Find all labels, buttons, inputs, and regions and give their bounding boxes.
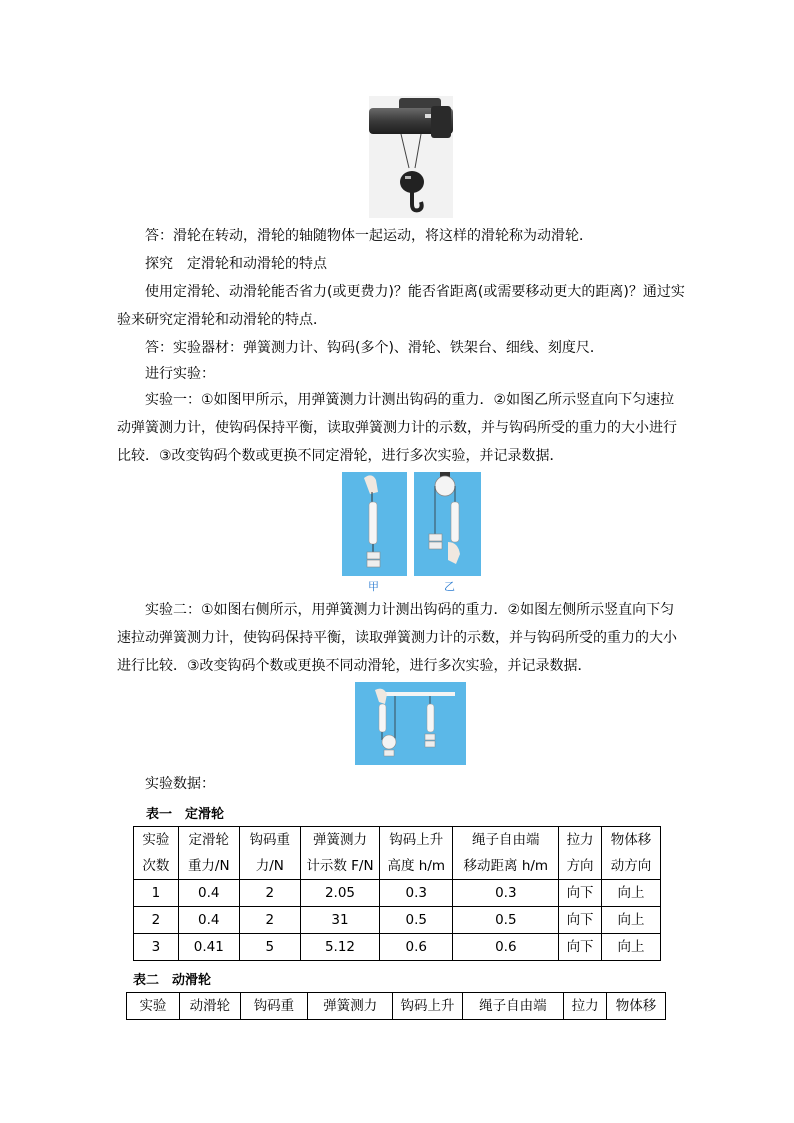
figure-panel-jia	[342, 472, 407, 576]
table-cell: 向下	[559, 934, 602, 961]
table-cell: 0.4	[178, 907, 239, 934]
section-heading: 探究 定滑轮和动滑轮的特点	[145, 256, 327, 272]
table-cell: 0.3	[380, 880, 453, 907]
question-line: 使用定滑轮、动滑轮能否省力(或更费力)？能否省距离(或需要移动更大的距离)？通过实	[145, 284, 685, 300]
table-cell: 0.41	[178, 934, 239, 961]
question-line: 验来研究定滑轮和动滑轮的特点．	[117, 312, 327, 328]
header-cell: 动滑轮	[179, 993, 240, 1020]
table-cell: 向上	[601, 934, 660, 961]
figure-label-yi: 乙	[444, 580, 455, 593]
table-cell: 2	[134, 907, 179, 934]
table-cell: 5	[239, 934, 300, 961]
table-cell: 31	[300, 907, 379, 934]
table1-fixed-pulley	[133, 826, 661, 961]
answer-text: 答：滑轮在转动，滑轮的轴随物体一起运动，将这样的滑轮称为动滑轮．	[145, 228, 593, 244]
table-cell: 向下	[559, 880, 602, 907]
header-cell: 钩码上升	[393, 993, 462, 1020]
table-cell: 0.5	[380, 907, 453, 934]
data-heading: 实验数据：	[145, 776, 215, 792]
table-cell: 2	[239, 907, 300, 934]
table-cell: 2.05	[300, 880, 379, 907]
table-cell: 1	[134, 880, 179, 907]
table-row	[134, 934, 661, 961]
table-cell: 0.4	[178, 880, 239, 907]
table-cell: 0.6	[453, 934, 559, 961]
table-cell: 向上	[601, 880, 660, 907]
header-cell: 实验 次数	[134, 827, 179, 880]
proceed-text: 进行实验：	[145, 366, 215, 382]
table-cell: 0.5	[453, 907, 559, 934]
header-cell: 钩码重	[240, 993, 307, 1020]
experiment1-line: 比较．③改变钩码个数或更换不同定滑轮，进行多次实验，并记录数据．	[117, 448, 564, 464]
table-cell: 向下	[559, 907, 602, 934]
electric-hoist-image	[369, 96, 453, 218]
experiment2-line: 实验二：①如图右侧所示，用弹簧测力计测出钩码的重力．②如图左侧所示竖直向下匀	[145, 602, 675, 618]
header-cell: 物体移	[606, 993, 665, 1020]
header-cell: 定滑轮 重力/N	[178, 827, 239, 880]
header-cell: 拉力 方向	[559, 827, 602, 880]
table1-title: 表一 定滑轮	[146, 807, 225, 822]
header-cell: 钩码重 力/N	[239, 827, 300, 880]
table-row	[134, 880, 661, 907]
table-cell: 5.12	[300, 934, 379, 961]
experiment2-line: 进行比较．③改变钩码个数或更换不同动滑轮，进行多次实验，并记录数据．	[117, 658, 592, 674]
figure-label-jia: 甲	[368, 580, 379, 593]
table-header-row	[127, 993, 666, 1020]
table-header-row	[134, 827, 661, 880]
header-cell: 物体移 动方向	[601, 827, 660, 880]
table-cell: 向上	[601, 907, 660, 934]
table-cell: 0.6	[380, 934, 453, 961]
experiment1-line: 实验一：①如图甲所示，用弹簧测力计测出钩码的重力．②如图乙所示竖直向下匀速拉	[145, 392, 675, 408]
header-cell: 拉力	[564, 993, 607, 1020]
figure-panel-yi	[414, 472, 481, 576]
table2-title: 表二 动滑轮	[133, 973, 212, 988]
table-cell: 3	[134, 934, 179, 961]
header-cell: 实验	[127, 993, 180, 1020]
experiment2-line: 速拉动弹簧测力计，使钩码保持平衡，读取弹簧测力计的示数，并与钩码所受的重力的大小	[117, 630, 677, 646]
header-cell: 钩码上升 高度 h/m	[380, 827, 453, 880]
movable-pulley-figure	[355, 682, 466, 765]
equipment-text: 答：实验器材：弹簧测力计、钩码(多个)、滑轮、铁架台、细线、刻度尺．	[145, 340, 604, 356]
header-cell: 弹簧测力	[308, 993, 393, 1020]
table-row	[134, 907, 661, 934]
header-cell: 弹簧测力 计示数 F/N	[300, 827, 379, 880]
table-cell: 0.3	[453, 880, 559, 907]
header-cell: 绳子自由端	[462, 993, 564, 1020]
table-cell: 2	[239, 880, 300, 907]
table2-movable-pulley	[126, 992, 666, 1020]
header-cell: 绳子自由端 移动距离 h/m	[453, 827, 559, 880]
experiment1-line: 动弹簧测力计，使钩码保持平衡，读取弹簧测力计的示数，并与钩码所受的重力的大小进行	[117, 420, 677, 436]
